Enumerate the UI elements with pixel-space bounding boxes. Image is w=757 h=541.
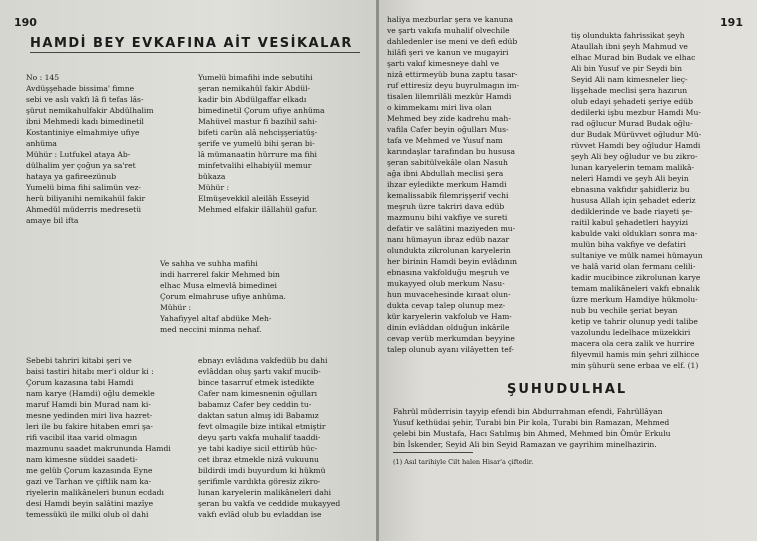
text-line: meşruh üzre takriri dava edüb xyxy=(387,202,505,211)
text-line: anhüma xyxy=(26,139,57,148)
text-line: dukta cevap talep olunup mez- xyxy=(387,301,506,310)
text-line: şeran sabitülvekâle olan Nasuh xyxy=(387,158,508,167)
document-title: HAMDİ BEY EVKAFINA AİT VESİKALAR xyxy=(30,36,360,51)
text-line: Ataullah ibni şeyh Mahmud ve xyxy=(571,42,688,51)
text-line: temam malikâneleri vakfı ebnalık xyxy=(571,284,700,293)
text-line: temessükü ile milki olub ol dahi xyxy=(26,510,149,519)
text-line: her birinin Hamdi beyin evlâdının xyxy=(387,257,518,266)
text-line: dur Budak Mürüvvet oğludur Mü- xyxy=(571,130,702,139)
right-page-number: 191 xyxy=(720,16,743,29)
text-line: macera ola cera zalik ve hurrire xyxy=(571,339,695,348)
left-column-2 xyxy=(198,72,358,215)
text-line: lişşehade meclisi şera hazırun xyxy=(571,86,688,95)
text-line: rad oğlucur Murad Budak oğlu- xyxy=(571,119,693,128)
text-line: mesne yedinden miri liva hazret- xyxy=(26,411,153,420)
text-line: med neccini minma nehaf. xyxy=(160,325,262,334)
text-line: bimedinetil Çorum ufiye anhüma xyxy=(198,106,325,115)
text-line: babamız Cafer bey ceddin tu- xyxy=(198,400,312,409)
text-line: Çorum elmahruse ufiye anhüma. xyxy=(160,292,286,301)
text-line: nub bu vechile şeriat beyan xyxy=(571,306,678,315)
text-line: elhac Murad bin Budak ve elhac xyxy=(571,53,696,62)
text-line: ye tabi kadiye sicil ettirüb hüc- xyxy=(198,444,318,453)
section-title: ŞUHUDULHAL xyxy=(507,382,628,397)
text-line: mazmunu saadet makrununda Hamdi xyxy=(26,444,171,453)
text-line: nanı hümayun ibraz edüb nazar xyxy=(387,235,510,244)
text-line: şerifimle vardıkta göresiz zikro- xyxy=(198,477,321,486)
text-line: indi harrerel fakir Mehmed bin xyxy=(160,270,280,279)
text-line: şeran bu vakfa ve ceddide mukayyed xyxy=(198,499,341,508)
text-line: ebnayı evlâdına vakfedüb bu dahi xyxy=(198,356,328,365)
text-line: neleri Hamdi ve şeyh Ali beyin xyxy=(571,174,689,183)
text-line: nizâ ettirmeyüb buna zaptu tasar- xyxy=(387,70,518,79)
text-line: Mahüvel mastur fi bazihil sahi- xyxy=(198,117,318,126)
text-line: bince tasarruf etmek istedikte xyxy=(198,378,315,387)
text-line: daktan satun almış idi Babamız xyxy=(198,411,319,420)
text-line: Çorum kazasına tabi Hamdi xyxy=(26,378,134,387)
text-line: No : 145 xyxy=(26,73,60,82)
text-line: dedilerki işbu mezbur Hamdi Mu- xyxy=(571,108,701,117)
text-line: kür karyelerin vakfolub ve Ham- xyxy=(387,312,512,321)
text-line: baisi tastiri hitabı mer'i oldur ki : xyxy=(26,367,154,376)
left-page xyxy=(0,0,378,541)
text-line: amaye bil ifta xyxy=(26,216,79,225)
text-line: o kimmekamı miri liva olan xyxy=(387,103,492,112)
text-line: riyelerin malikâneleri bunun ecdadı xyxy=(26,488,164,497)
text-line: Ali bin Yusuf ve pir Seydi bin xyxy=(571,64,683,73)
text-line: rüvvet Hamdi bey oğludur Hamdi xyxy=(571,141,701,150)
text-line: ketip ve tahrir olunup yedi talibe xyxy=(571,317,698,326)
footnote-rule xyxy=(393,452,473,453)
text-line: haliya mezburlar şera ve kanuna xyxy=(387,15,514,24)
text-line: kabulde vaki oldukları sonra ma- xyxy=(571,229,698,238)
text-line: bifeti carün alâ nehcişşeriatüş- xyxy=(198,128,318,137)
text-line: talep olunub ayanı vilâyetten tef- xyxy=(387,345,514,354)
text-line: olundukta zikrolunan karyelerin xyxy=(387,246,511,255)
text-line: Kostantiniye elmahmiye ufiye xyxy=(26,128,140,137)
witness-paragraph xyxy=(393,406,743,450)
text-line: şartı vakıf kimesneye dahl ve xyxy=(387,59,500,68)
text-line: hataya ya gafireezünub xyxy=(26,172,117,181)
text-line: ebnasına vakfolduğu meşruh ve xyxy=(387,268,510,277)
text-line: lunan karyelerin temam malikâ- xyxy=(571,163,695,172)
text-line: Sebebi tahriri kitabi şeri ve xyxy=(26,356,132,365)
right-column-1 xyxy=(387,14,559,355)
left-page-number: 190 xyxy=(14,16,37,29)
text-line: mazmunu bihi vakfiye ve sureti xyxy=(387,213,508,222)
text-line: Yusuf kethüdai şehir, Turabi bin Pir kola, Turabi bin Ramazan, Mehmed xyxy=(393,418,670,427)
text-line: Seyid Ali nam kimesneler lieç- xyxy=(571,75,688,84)
text-line: Ve sahha ve suhha mafihi xyxy=(160,259,258,268)
text-line: evlâddan oluş şartı vakıf mucib- xyxy=(198,367,321,376)
text-line: sebi ve aslı vakfı lâ fi tefas lâs- xyxy=(26,95,144,104)
text-line: defatir ve salâtini maziyeden mu- xyxy=(387,224,516,233)
footnote: (1) Asıl tarihiyle Cilt halen Hisar'a çiftedir. xyxy=(393,458,534,466)
text-line: ağa ibni Abdullah meclisi şera xyxy=(387,169,504,178)
text-line: Yumelü bimafihi inde sebutihi xyxy=(198,73,313,82)
text-line: ebnasına vakfıdır şahidleriz bu xyxy=(571,185,690,194)
text-line: bildirdi imdi buyurdum ki hükmü xyxy=(198,466,326,475)
text-line: maruf Hamdi bin Murad nam ki- xyxy=(26,400,151,409)
text-line: Elmüşevekkil aleilâh Esseyid xyxy=(198,194,310,203)
centered-seal-block xyxy=(40,258,378,335)
text-line: vakfı evlâd olub bu evladdan ise xyxy=(198,510,322,519)
text-line: cevap verüb merkumdan beyyine xyxy=(387,334,515,343)
text-line: tisalen lilemrilâli mezkür Hamdi xyxy=(387,92,512,101)
text-line: Mühür : xyxy=(198,183,230,192)
text-line: kemalissabik filemrişşerif vechi xyxy=(387,191,509,200)
text-line: bükaza xyxy=(198,172,226,181)
text-line: desi Hamdi beyin salâtini mazîye xyxy=(26,499,154,508)
text-line: üzre merkum Hamdiye hükmolu- xyxy=(571,295,698,304)
text-line: ihzar eyledikte merkum Hamdi xyxy=(387,180,507,189)
text-line: gazi ve Tarhan ve çiftlik nam ka- xyxy=(26,477,152,486)
text-line: rifi vacibil itaa varid olmagın xyxy=(26,433,138,442)
text-line: elhac Musa elmevlâ bimedinei xyxy=(160,281,277,290)
text-line: hilâfi şeri ve kanun ve mugayiri xyxy=(387,48,509,57)
right-page xyxy=(379,0,757,541)
text-line: dediklerinde ve bade riayeti şe- xyxy=(571,207,693,216)
text-line: Ahmedül müderris medresetü xyxy=(26,205,142,214)
text-line: me gelüb Çorum kazasında Eyne xyxy=(26,466,153,475)
text-line: dahledenler ise meni ve defi edüb xyxy=(387,37,518,46)
text-line: Yumelü bima fihi salimün vez- xyxy=(26,183,141,192)
right-column-2 xyxy=(571,30,743,371)
text-line: Mühür : xyxy=(160,303,192,312)
text-line: Mühür : Lutfukel ataya Ab- xyxy=(26,150,131,159)
text-line: şürut nemikahulfakir Abdülhalim xyxy=(26,106,154,115)
text-line: lâ mümanaatin hürrure ma fihi xyxy=(198,150,317,159)
text-line: tiş olundukta fahrissikat şeyh xyxy=(571,31,685,40)
text-line: Yahafiyyel altaf abdüke Meh- xyxy=(160,314,272,323)
text-line: tafa ve Mehmed ve Yusuf nam xyxy=(387,136,503,145)
text-line: cet ibraz etmekle nizâ vukuunu xyxy=(198,455,319,464)
left-bottom-column-1 xyxy=(26,355,176,520)
text-line: ibni Mehmedi kadı bimedinetil xyxy=(26,117,144,126)
text-line: Mehmed elfakir ilâllahül gafur. xyxy=(198,205,318,214)
left-column-1 xyxy=(26,72,174,226)
text-line: dülhalim yer çoğun ya sa'ret xyxy=(26,161,136,170)
text-line: karındaşlar tarafından bu hususa xyxy=(387,147,516,156)
text-line: Mehmed bey zide kadrehu mah- xyxy=(387,114,511,123)
text-line: mukayyed olub merkum Nasu- xyxy=(387,279,505,288)
text-line: leri ile bu fakire hitaben emri şa- xyxy=(26,422,153,431)
text-line: Cafer nam kimesnenin oğulları xyxy=(198,389,318,398)
text-line: lunan karyelerin malikâneleri dahi xyxy=(198,488,332,497)
text-line: Fahrül müderrisin tayyip efendi bin Abdurrahman efendi, Fahrüllâyan xyxy=(393,407,663,416)
text-line: deyu şartı vakfa muhalif taaddi- xyxy=(198,433,321,442)
text-line: şeyh Ali bey oğludur ve bu zikro- xyxy=(571,152,698,161)
text-line: nam karye (Hamdi) oğlu demekle xyxy=(26,389,155,398)
text-line: dinin evlâddan olduğun inkârile xyxy=(387,323,510,332)
text-line: mulün biha vakfiye ve defatiri xyxy=(571,240,686,249)
text-line: fevt olmagile bize intikal etmiştir xyxy=(198,422,326,431)
text-line: olub edayi şehadeti şeriye edüb xyxy=(571,97,693,106)
text-line: raitil kabul şehadetleri hayyizi xyxy=(571,218,689,227)
text-line: şerife ve yumelü bihi şeran bi- xyxy=(198,139,315,148)
text-line: min şühurü sene erbaa ve elf. (1) xyxy=(571,361,699,370)
text-line: kadir mucibince zikrolunan karye xyxy=(571,273,701,282)
text-line: herü biliyanihi nemikahül fakir xyxy=(26,194,146,203)
text-line: filyevmil hamis min şehri zilhicce xyxy=(571,350,700,359)
text-line: ruf ettiresiz deyu buyrulmagın im- xyxy=(387,81,520,90)
text-line: minfetvalihi elhabiyül memur xyxy=(198,161,312,170)
text-line: vazolundu ledelhace müzekkiri xyxy=(571,328,691,337)
text-line: ve şartı vakıfa muhalif olvechile xyxy=(387,26,510,35)
text-line: kadir bin Abdülgaffar elkadı xyxy=(198,95,307,104)
text-line: şeran nemikahül fakir Abdül- xyxy=(198,84,311,93)
text-line: sultaniye ve mülk namei hümayun xyxy=(571,251,703,260)
left-bottom-column-2 xyxy=(198,355,358,520)
text-line: bin İskender, Seyid Ali bin Seyid Ramazan ve gayrihim minelhazirin. xyxy=(393,440,657,449)
text-line: vafila Cafer beyin oğulları Mus- xyxy=(387,125,509,134)
text-line: çelebi bin Mustafa, Hacı Satılmış bin Ahmed, Mehmed bin Ömür Erkulu xyxy=(393,429,671,438)
text-line: nam kimesne süddei saadeti- xyxy=(26,455,138,464)
text-line: hususa Allah için şehadet ederiz xyxy=(571,196,696,205)
text-line: Avdüşşehade bissima' fimne xyxy=(26,84,135,93)
text-line: hun muvacehesinde kıraat olun- xyxy=(387,290,511,299)
text-line: ve halâ varid olan fermanı celili- xyxy=(571,262,696,271)
